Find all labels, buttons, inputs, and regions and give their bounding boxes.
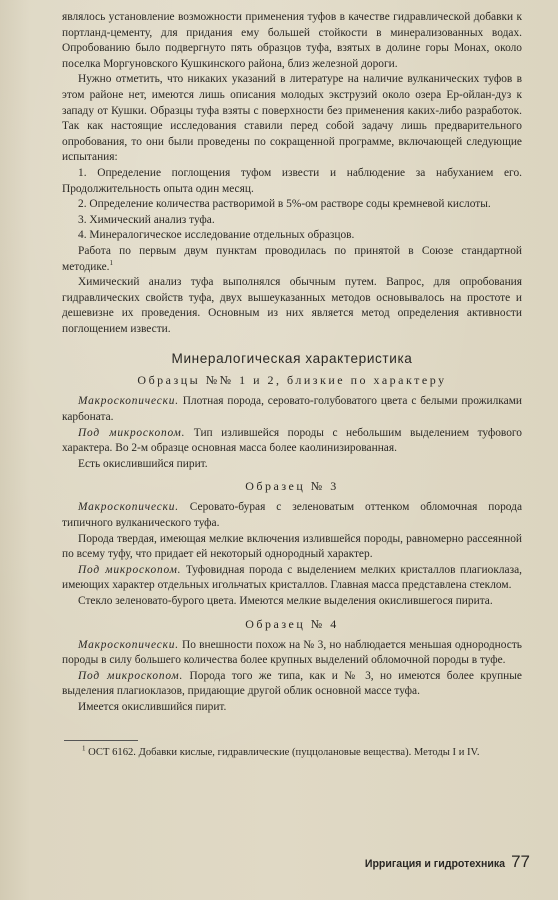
journal-title: Ирригация и гидротехника	[364, 858, 506, 870]
micro-label: Под микроскопом.	[78, 669, 184, 682]
sample-3-micro	[62, 563, 522, 594]
footnote-rule	[64, 740, 138, 741]
test-item-3: 3. Химический анализ туфа.	[78, 213, 215, 226]
test-item-2: 2. Определение количества растворимой в 5%-ом растворе соды кремневой кислоты.	[78, 198, 491, 211]
macro-text: Плотная порода, серовато-голубоватого цвета с белыми прожилками карбоната.	[62, 395, 522, 424]
page-footer	[365, 852, 530, 872]
micro-text: Тип излившейся породы с небольшим выделением туфового характера. Во 2-м образце основная масса более каолинизированная.	[62, 426, 522, 455]
sample-3-extra: Стекло зеленовато-бурого цвета. Имеются мелкие выделения окислившегося пирита.	[78, 595, 493, 607]
sample-1-2-macro	[62, 394, 522, 425]
intro-paragraph-4: Химический анализ туфа выполнялся обычным путем. Вапрос, для опробования гидравлических свойств туфа, двух вышеуказанных методов основывалось на простоте и дешевизне их проведения. Основным из них является метод определения активности поглощением извести.	[62, 276, 522, 335]
micro-label: Под микроскопом.	[78, 563, 182, 576]
sample-4-extra: Имеется окислившийся пирит.	[78, 700, 227, 713]
micro-text: Туфовидная порода с выделением мелких кристаллов плагиоклаза, имеющих характер отдельных игольчатых кристаллов. Главная масса представлена стеклом.	[62, 563, 522, 592]
macro-text: Серовато-бурая с зеленоватым оттенком обломочная порода типичного вулканического туфа.	[62, 501, 522, 530]
sample-3-macro	[62, 500, 522, 531]
macro-label: Макроскопически.	[78, 501, 179, 514]
macro-text: По внешности похож на № 3, но наблюдается меньшая однородность породы в силу большего количества более крупных выделений обломочной породы в туфе.	[62, 638, 522, 667]
sample-heading-1-2: Образцы №№ 1 и 2, близкие по характеру	[137, 373, 447, 388]
sample-heading-4: Образец № 4	[245, 616, 339, 631]
micro-label: Под микроскопом.	[78, 426, 186, 439]
page-number: 77	[511, 852, 530, 871]
footnote-ref: 1	[109, 258, 114, 267]
footnote-text: ОСТ 6162. Добавки кислые, гидравлические (пуццолановые вещества). Методы I и IV.	[88, 746, 480, 758]
footnote	[62, 746, 522, 760]
intro-paragraph-3	[62, 244, 522, 275]
sample-3-macro-extra: Порода твердая, имеющая мелкие включения излившейся породы, равномерно рассеянной по всему туфу, что придает ей некоторый однородный характер.	[62, 532, 522, 561]
intro-paragraph-2: Нужно отметить, что никаких указаний в литературе на наличие вулканических туфов в этом районе нет, имеются лишь описания молодых экструзий около озера Ер-ойлан-дуз к западу от Кушки. Образцы туфа взяты с поверхности без применения каких-либо разработок. Так как настоящие исследования ставили перед собой задачу лишь предварительного опробования, то они были проведены по сокращенной программе, включающей следующие испытания:	[62, 73, 522, 164]
footnote-mark: 1	[82, 744, 86, 753]
test-item-1: 1. Определение поглощения туфом извести и наблюдение за набуханием его. Продолжительность опыта один месяц.	[62, 166, 522, 195]
sample-1-2-micro	[62, 426, 522, 457]
test-item-4: 4. Минералогическое исследование отдельных образцов.	[78, 229, 355, 242]
intro-paragraph-3-text: Работа по первым двум пунктам проводилась по принятой в Союзе стандартной методике.	[62, 244, 522, 273]
micro-text: Порода того же типа, как и № 3, но имеются более крупные выделения плагиоклазов, придающие другой облик основной массе туфа.	[62, 669, 522, 698]
sample-4-macro	[62, 638, 522, 669]
sample-4-micro	[62, 669, 522, 700]
sample-heading-3: Образец № 3	[245, 479, 339, 494]
intro-paragraph-1: являлось установление возможности применения туфов в качестве гидравлической добавки к портланд-цементу, для придания ему большей стойкости в минерализованных водах. Опробованию было подвергнуто пять образцов туфа, взятых в долине горы Монах, около поселка Моргуновского Кушкинского района, близ железной дороги.	[62, 11, 522, 70]
macro-label: Макроскопически.	[78, 638, 179, 651]
section-title: Минералогическая характеристика	[171, 351, 413, 367]
macro-label: Макроскопически.	[78, 395, 179, 408]
sample-1-2-extra: Есть окислившийся пирит.	[78, 457, 208, 470]
